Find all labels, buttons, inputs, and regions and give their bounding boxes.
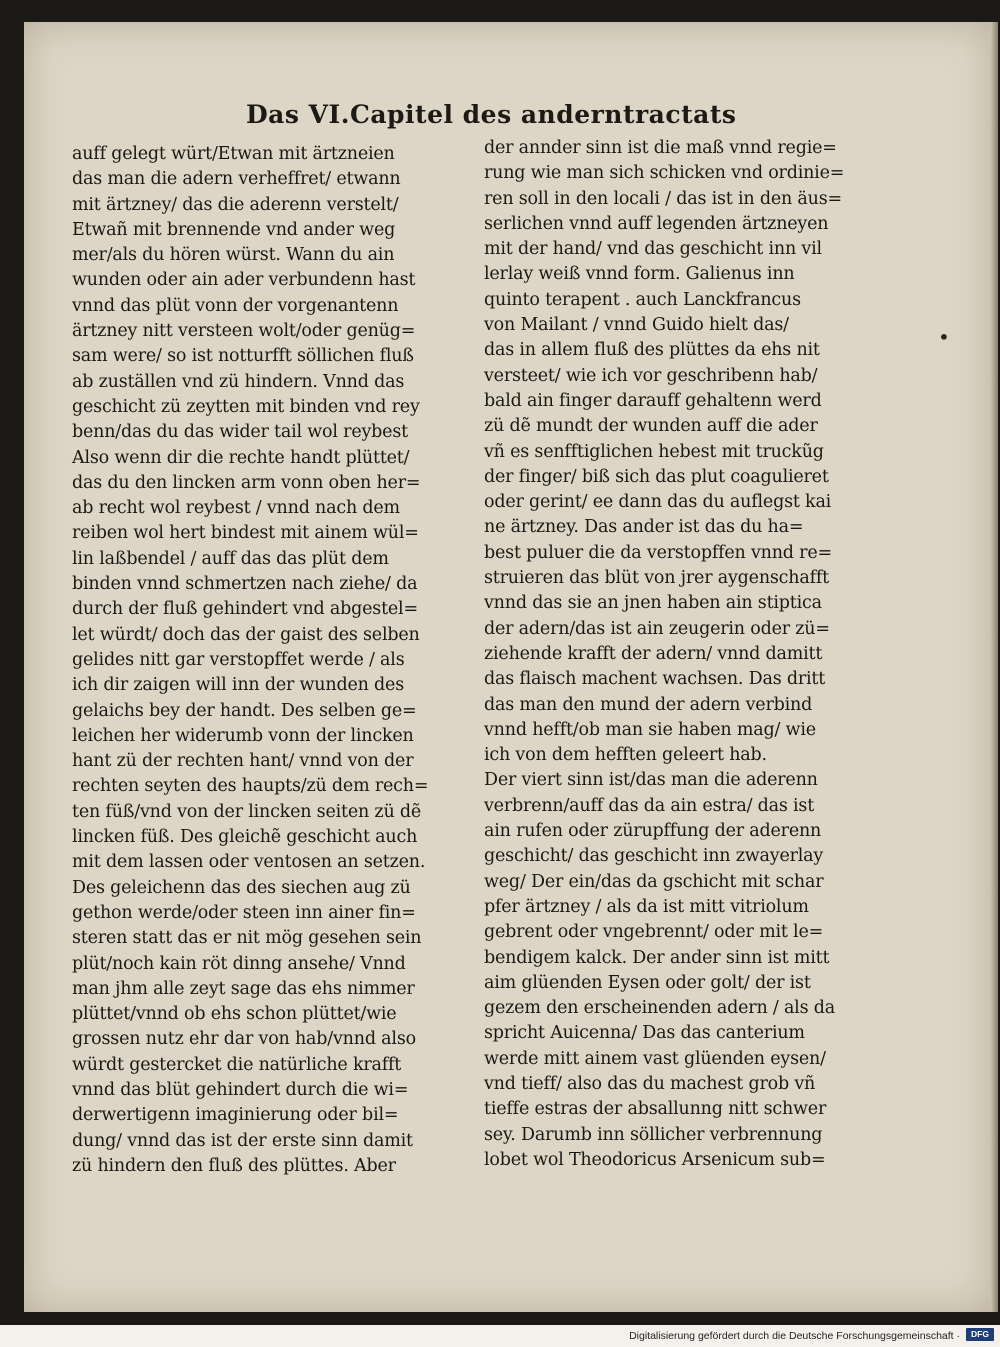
- text-line: binden vnnd schmertzen nach ziehe/ da: [72, 574, 418, 595]
- text-line: gethon werde/oder steen inn ainer fin=: [72, 902, 416, 923]
- text-line: man jhm alle zeyt sage das ehs nimmer: [72, 978, 415, 999]
- text-line: tieffe estras der absallunng nitt schwer: [484, 1099, 827, 1120]
- text-line: oder gerint/ ee dann das du auflegst kai: [484, 492, 832, 513]
- right-text-column: [484, 136, 924, 1173]
- text-line: ten füß/vnd von der lincken seiten zü dẽ: [72, 801, 422, 822]
- text-line: der adern/das ist ain zeugerin oder zü=: [484, 618, 830, 639]
- text-line: lin laßbendel / auff das das plüt dem: [72, 548, 389, 569]
- text-line: gelaichs bey der handt. Des selben ge=: [72, 700, 417, 721]
- text-line: reiben wol hert bindest mit ainem wül=: [72, 523, 419, 544]
- text-line: ich dir zaigen will inn der wunden des: [72, 675, 404, 696]
- text-line: pfer ärtzney / als da ist mitt vitriolum: [484, 896, 809, 917]
- text-line: vnnd das blüt gehindert durch die wi=: [72, 1079, 409, 1100]
- text-line: steren statt das er nit mög gesehen sein: [72, 928, 422, 949]
- text-line: let würdt/ doch das der gaist des selben: [72, 624, 420, 645]
- text-line: versteet/ wie ich vor geschribenn hab/: [484, 365, 818, 386]
- text-line: durch der fluß gehindert vnd abgestel=: [72, 599, 418, 620]
- text-line: gebrent oder vngebrennt/ oder mit le=: [484, 922, 824, 943]
- text-line: struieren das blüt von jrer aygenschafft: [484, 568, 829, 589]
- text-line: bald ain finger darauff gehaltenn werd: [484, 390, 822, 411]
- text-line: sey. Darumb inn söllicher verbrennung: [484, 1124, 823, 1145]
- text-line: plüt/noch kain röt dinng ansehe/ Vnnd: [72, 953, 406, 974]
- running-head: Das VI.Capitel des anderntractats: [246, 100, 737, 129]
- text-line: gezem den erscheinenden adern / als da: [484, 998, 835, 1019]
- text-line: mer/als du hören würst. Wann du ain: [72, 245, 395, 266]
- text-line: zü dẽ mundt der wunden auff die ader: [484, 416, 818, 437]
- text-line: würdt gestercket die natürliche krafft: [72, 1054, 402, 1075]
- text-line: rechten seyten des haupts/zü dem rech=: [72, 776, 429, 797]
- text-line: der finger/ biß sich das plut coagulieret: [484, 466, 829, 487]
- text-line: leichen her widerumb vonn der lincken: [72, 725, 414, 746]
- text-line: ärtzney nitt versteen wolt/oder genüg=: [72, 321, 416, 342]
- text-line: serlichen vnnd auff legenden ärtzneyen: [484, 213, 829, 234]
- text-line: mit ärtzney/ das die aderenn verstelt/: [72, 194, 399, 215]
- text-line: derwertigenn imaginierung oder bil=: [72, 1105, 399, 1126]
- text-line: ziehende krafft der adern/ vnnd damitt: [484, 643, 823, 664]
- text-line: Also wenn dir die rechte handt plüttet/: [72, 447, 410, 468]
- text-line: vñ es senfftiglichen hebest mit truckũg: [484, 441, 824, 462]
- text-line: best puluer die da verstopffen vnnd re=: [484, 542, 832, 563]
- text-line: lincken füß. Des gleichẽ geschicht auch: [72, 827, 418, 848]
- text-line: Der viert sinn ist/das man die aderenn: [484, 770, 818, 791]
- text-line: aim glüenden Eysen oder golt/ der ist: [484, 972, 811, 993]
- text-line: wunden oder ain ader verbundenn hast: [72, 270, 416, 291]
- text-line: ain rufen oder zürupffung der aderenn: [484, 821, 822, 842]
- text-line: sam were/ so ist notturfft söllichen fluß: [72, 346, 414, 367]
- text-line: quinto terapent . auch Lanckfrancus: [484, 289, 801, 310]
- text-line: grossen nutz ehr dar von hab/vnnd also: [72, 1029, 416, 1050]
- text-line: ren soll in den locali / das ist in den äus=: [484, 188, 842, 209]
- text-line: dung/ vnnd das ist der erste sinn damit: [72, 1130, 413, 1151]
- text-line: mit dem lassen oder ventosen an setzen.: [72, 852, 426, 873]
- left-text-column: [72, 142, 512, 1179]
- text-line: vnnd das sie an jnen haben ain stiptica: [484, 593, 822, 614]
- text-line: geschicht zü zeytten mit binden vnd rey: [72, 396, 420, 417]
- text-line: ich von dem hefften geleert hab.: [484, 745, 767, 766]
- text-line: auff gelegt würt/Etwan mit ärtzneien: [72, 144, 395, 164]
- text-line: Etwañ mit brennende vnd ander weg: [72, 219, 396, 240]
- text-line: bendigem kalck. Der ander sinn ist mitt: [484, 947, 830, 968]
- text-line: weg/ Der ein/das da gschicht mit schar: [484, 871, 824, 892]
- text-line: mit der hand/ vnd das geschicht inn vil: [484, 239, 822, 260]
- text-line: Des geleichenn das des siechen aug zü: [72, 877, 411, 898]
- text-line: rung wie man sich schicken vnd ordinie=: [484, 163, 845, 184]
- text-line: lobet wol Theodoricus Arsenicum sub=: [484, 1149, 826, 1170]
- text-line: plüttet/vnnd ob ehs schon plüttet/wie: [72, 1004, 397, 1025]
- text-line: hant zü der rechten hant/ vnnd von der: [72, 751, 414, 772]
- text-line: werde mitt ainem vast glüenden eysen/: [484, 1048, 826, 1069]
- text-line: von Mailant / vnnd Guido hielt das/: [484, 315, 789, 336]
- text-line: ne ärtzney. Das ander ist das du ha=: [484, 517, 804, 538]
- text-line: verbrenn/auff das da ain estra/ das ist: [484, 795, 815, 816]
- text-line: zü hindern den fluß des plüttes. Aber: [72, 1155, 396, 1176]
- footer-credit: Digitalisierung gefördert durch die Deutsche Forschungsgemeinschaft ·: [629, 1330, 960, 1342]
- text-line: das man den mund der adern verbind: [484, 694, 813, 715]
- text-line: ab recht wol reybest / vnnd nach dem: [72, 498, 400, 519]
- text-line: vnnd hefft/ob man sie haben mag/ wie: [484, 719, 816, 740]
- text-line: vnd tieff/ also das du machest grob vñ: [484, 1073, 816, 1094]
- text-line: lerlay weiß vnnd form. Galienus inn: [484, 264, 795, 285]
- text-line: gelides nitt gar verstopffet werde / als: [72, 649, 405, 670]
- text-line: das man die adern verheffret/ etwann: [72, 169, 401, 190]
- margin-mark: •: [938, 325, 950, 349]
- text-line: spricht Auicenna/ Das das canterium: [484, 1023, 805, 1044]
- dfg-logo: DFG: [966, 1328, 994, 1341]
- text-line: der annder sinn ist die maß vnnd regie=: [484, 138, 837, 158]
- text-line: vnnd das plüt vonn der vorgenantenn: [72, 295, 399, 316]
- text-line: das flaisch machent wachsen. Das dritt: [484, 669, 826, 690]
- text-line: das du den lincken arm vonn oben her=: [72, 472, 421, 493]
- text-line: geschicht/ das geschicht inn zwayerlay: [484, 846, 824, 867]
- text-line: ab zuställen vnd zü hindern. Vnnd das: [72, 371, 405, 392]
- text-line: das in allem fluß des plüttes da ehs nit: [484, 340, 820, 361]
- text-line: benn/das du das wider tail wol reybest: [72, 422, 408, 443]
